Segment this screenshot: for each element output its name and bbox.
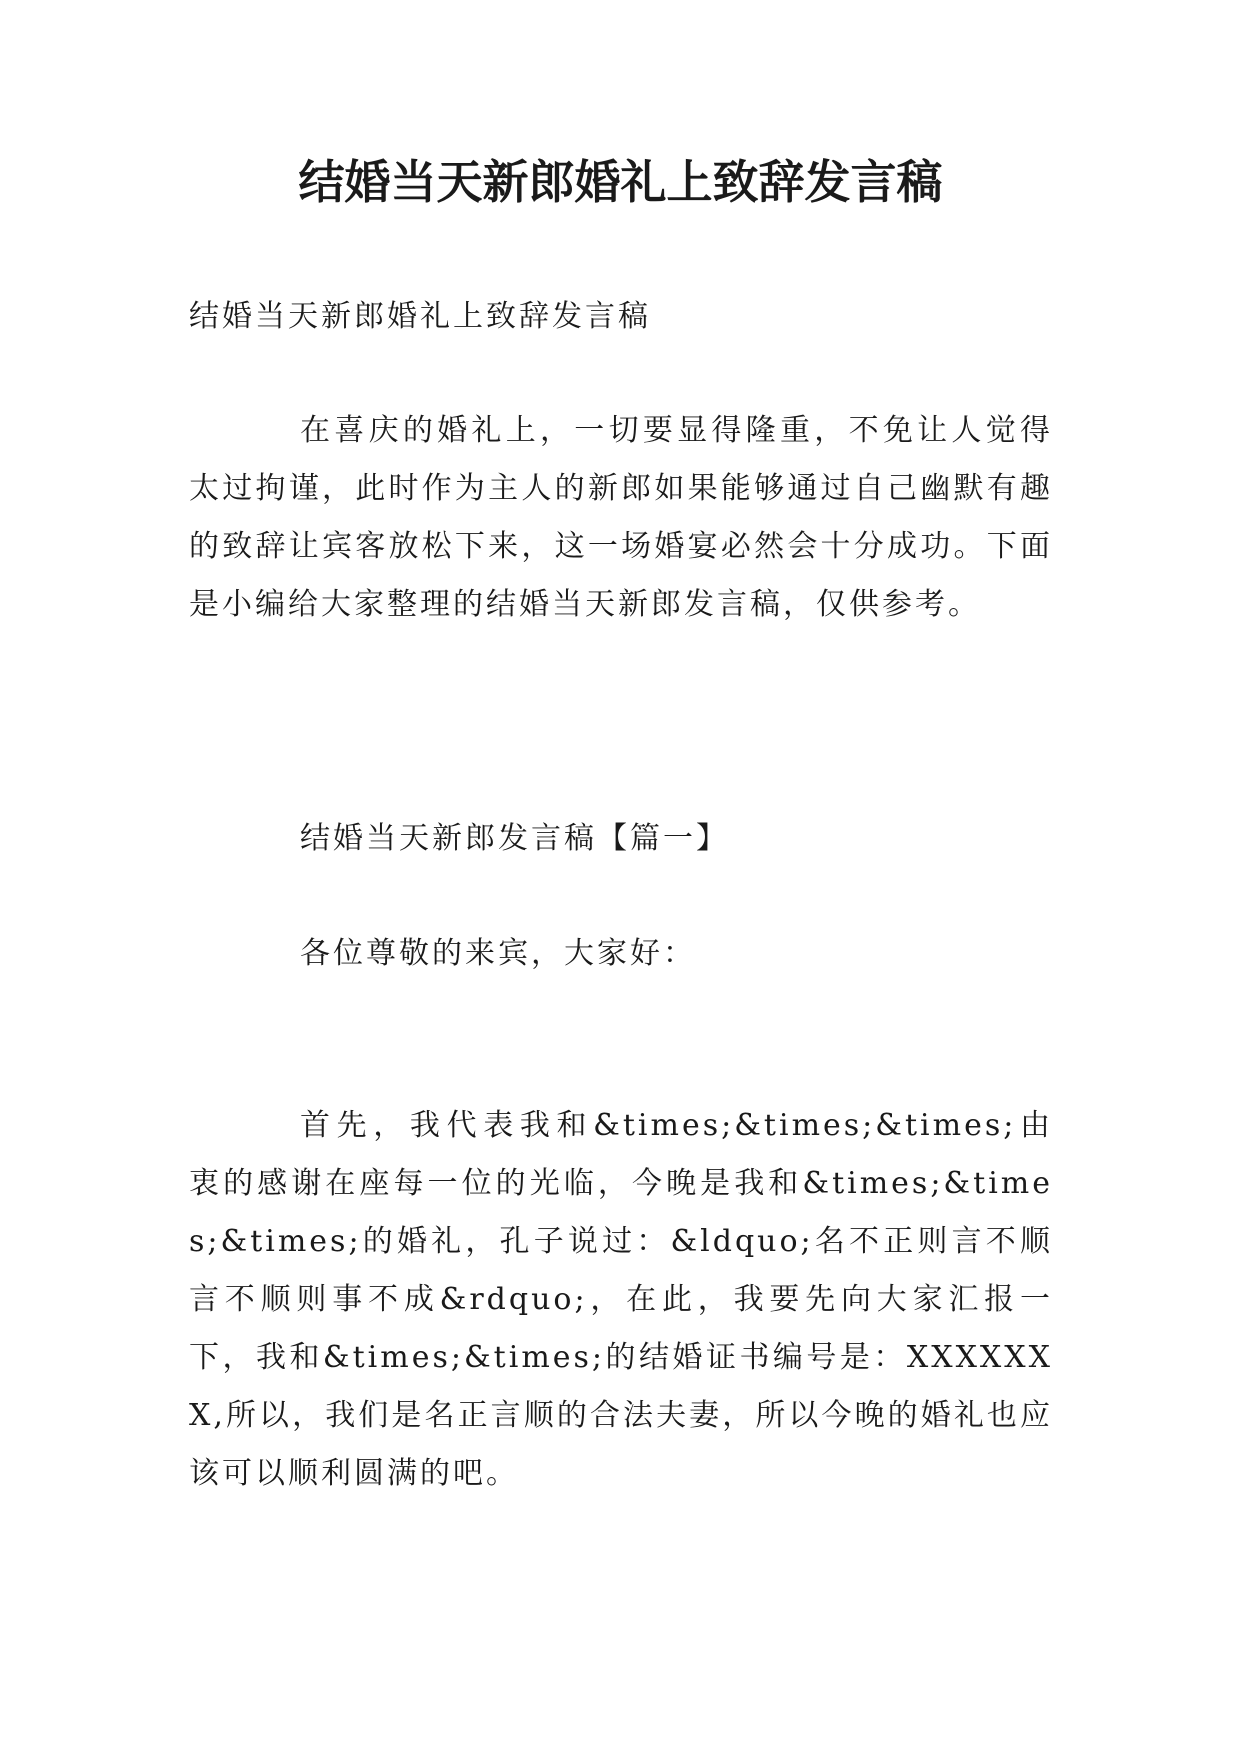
greeting-paragraph: 各位尊敬的来宾，大家好： xyxy=(300,936,696,971)
body-paragraph: 首先，我代表我和&times;&times;&times;由衷的感谢在座每一位的光临，今晚是我和&times;&times;&times;的婚礼，孔子说过：&ldquo;名不正则言不顺言不顺则事不成&rdquo;，在此，我要先向大家汇报一下，我和&times;&times;的结婚证书编号是：XXXXXXX,所以，我们是名正言顺的合法夫妻，所以今晚的婚礼也应该可以顺利圆满的吧。 xyxy=(189,1108,1053,1491)
section-heading: 结婚当天新郎发言稿【篇一】 xyxy=(300,821,729,856)
document-subtitle: 结婚当天新郎婚礼上致辞发言稿 xyxy=(189,299,651,334)
document-title: 结婚当天新郎婚礼上致辞发言稿 xyxy=(298,155,943,209)
intro-paragraph: 在喜庆的婚礼上，一切要显得隆重，不免让人觉得太过拘谨，此时作为主人的新郎如果能够通过自己幽默有趣的致辞让宾客放松下来，这一场婚宴必然会十分成功。下面是小编给大家整理的结婚当天新郎发言稿，仅供参考。 xyxy=(189,413,1053,622)
